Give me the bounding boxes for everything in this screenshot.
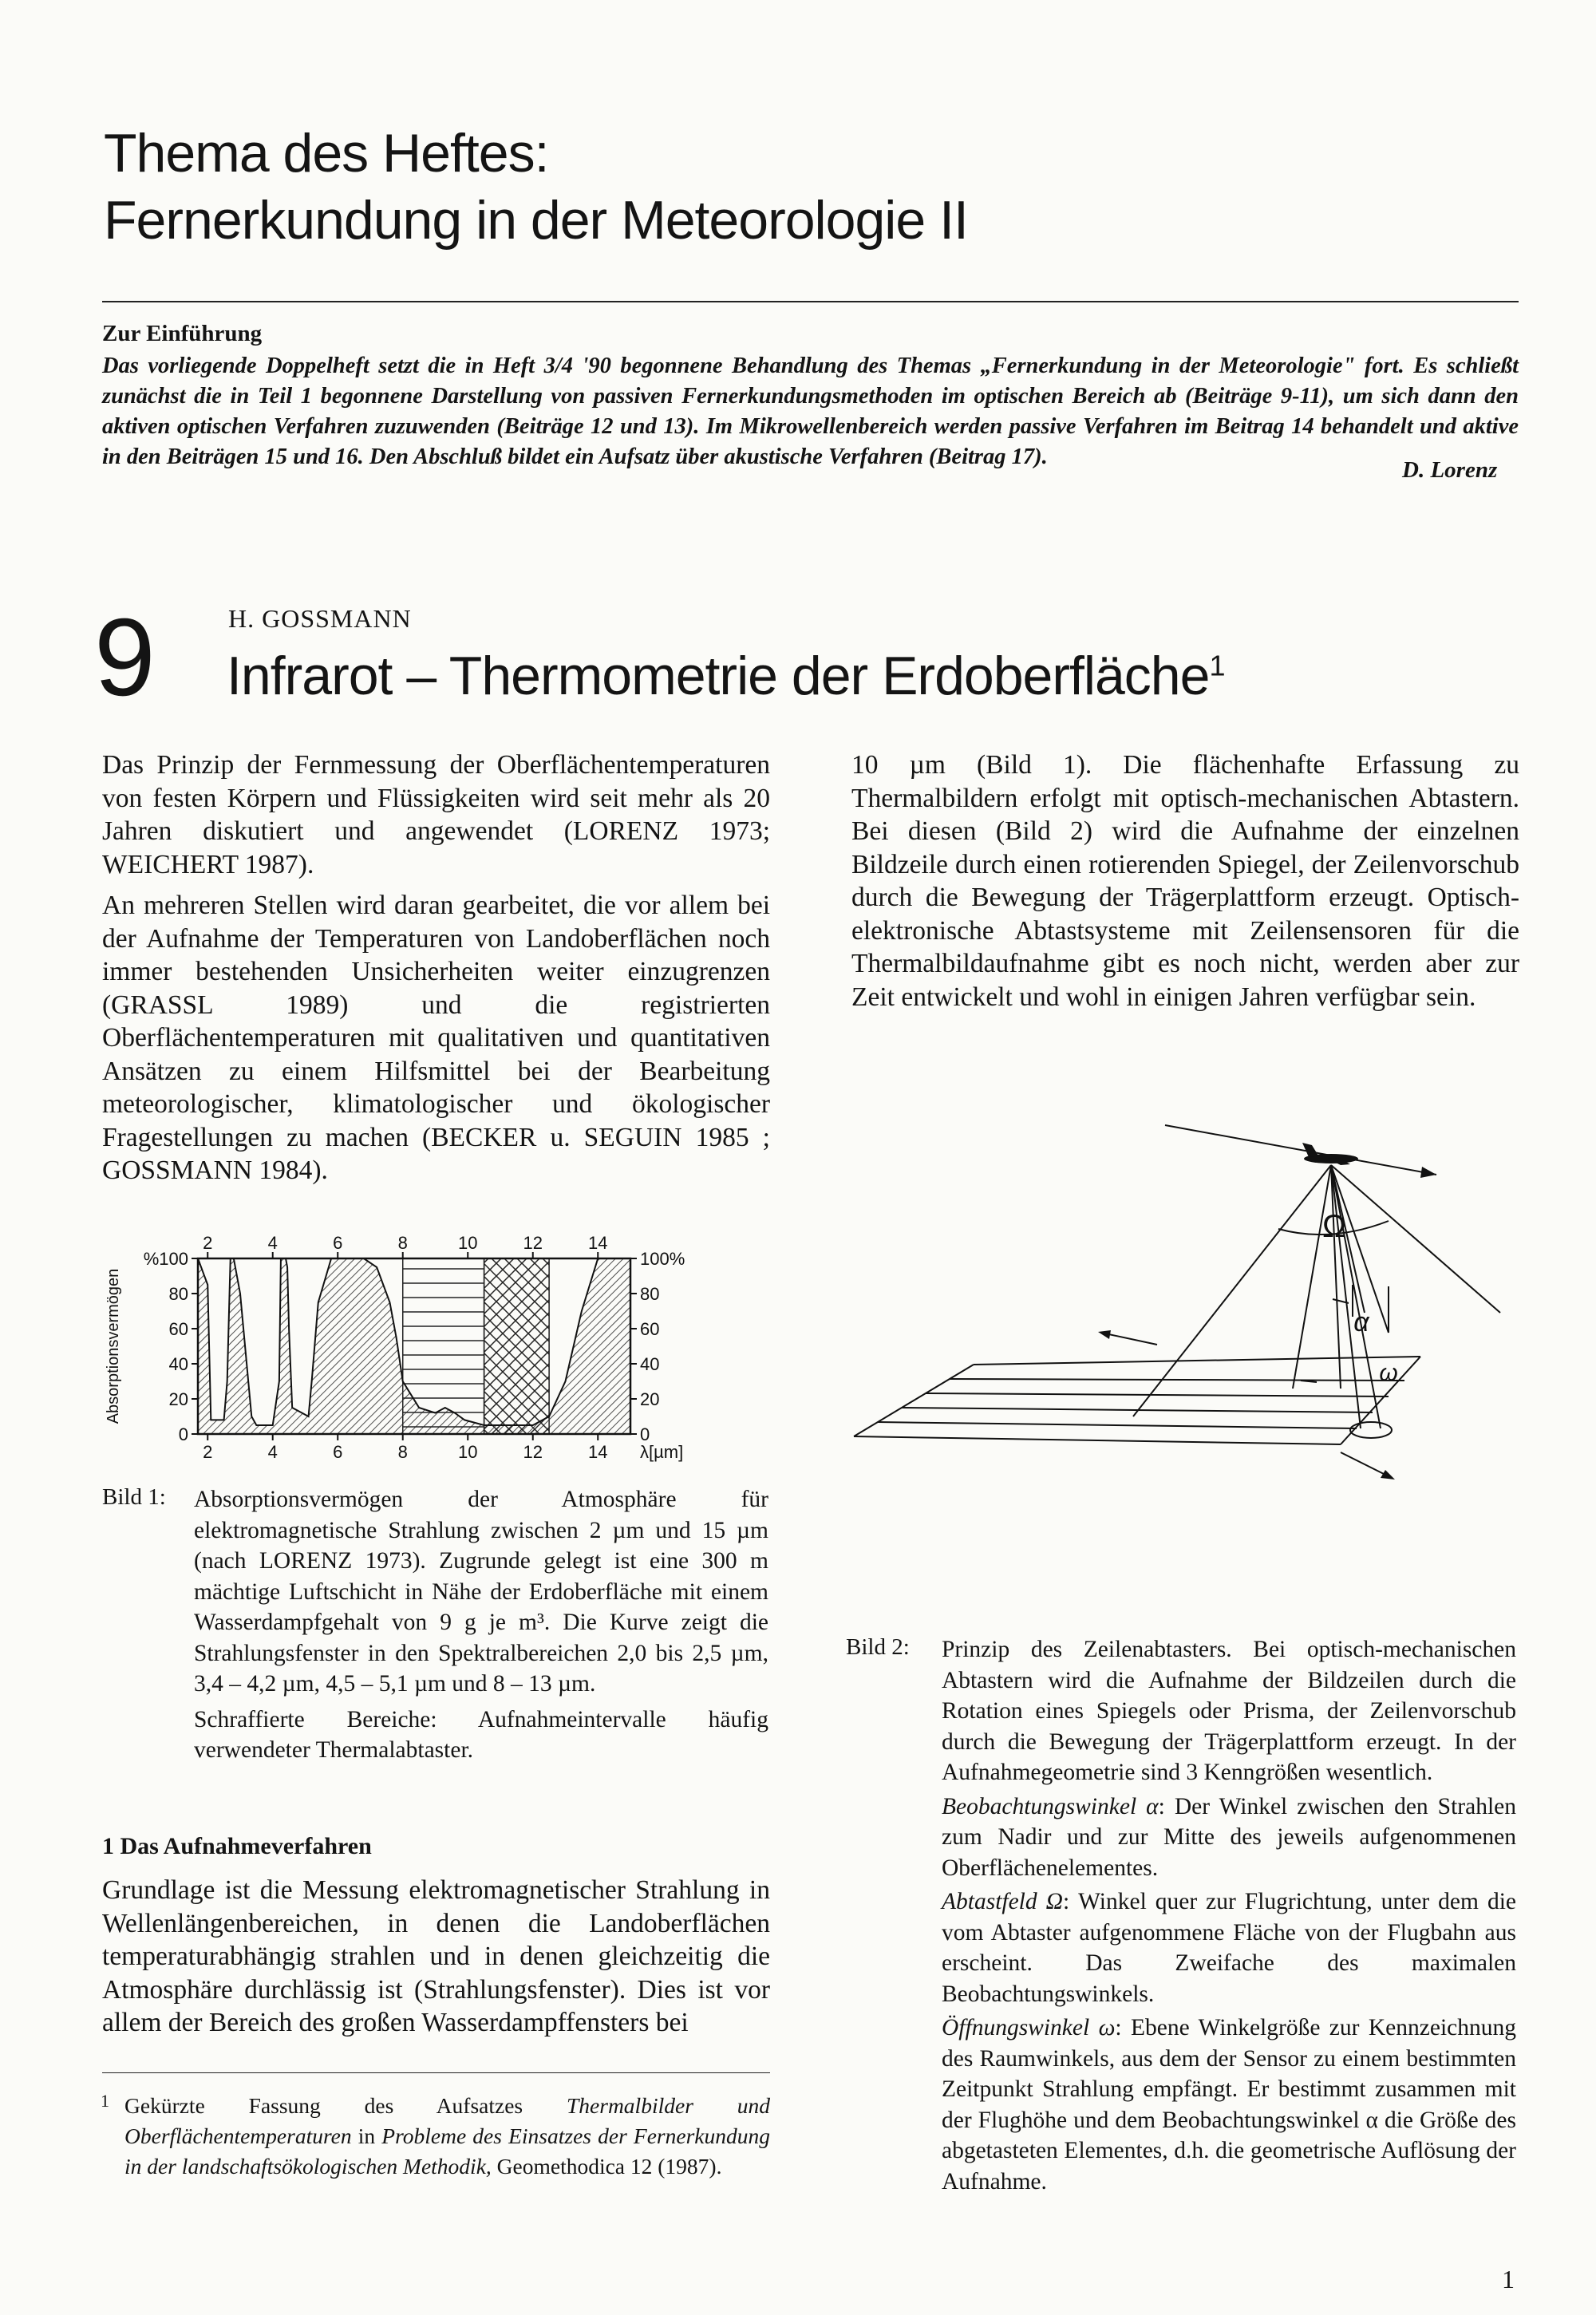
figure1-caption-text: Absorptionsvermögen der Atmosphäre für elektromagnetische Strahlung zwischen 2 µm und 15 µm (nach LORENZ 1973). Zugrunde gelegt ist eine 300 m mächtige Luftschicht in Nähe der Erdoberfläche mit einem Wasserdampfgehalt von 9 g je m³. Die Kurve zeigt die Strahlungsfenster in den Spektralbereichen 2,0 bis 2,5 µm, 3,4 – 4,2 µm, 4,5 – 5,1 µm und 8 – 13 µm. [194, 1487, 768, 1697]
footnote-divider [102, 2072, 770, 2073]
line-scanner-svg [830, 1101, 1548, 1564]
definition-term: Öffnungswinkel ω [942, 2015, 1116, 2040]
definition-text: : Der Winkel zwischen den Strahlen zum Nadir und zur Mitte des jeweils aufgenommenen Oberflächenelementes. [942, 1793, 1516, 1881]
y-tick-label-left: 20 [168, 1389, 188, 1409]
article-number: 9 [94, 596, 156, 719]
article-title-text: Infrarot – Thermometrie der Erdoberfläche [227, 646, 1210, 706]
figure2-caption-text: Prinzip des Zeilenabtasters. Bei optisch-mechanischen Abtastern wird die Aufnahme der Bildzeilen durch die Rotation eines Spiegels oder Prisma, der Zeilenvorschub durch die Bewegung der Trägerplattform erzeugt. In der Aufnahmegeometrie sind 3 Kenngrößen wesentlich. [942, 1637, 1516, 1785]
x-tick-label-bottom: 2 [203, 1442, 213, 1462]
x-tick-label-top: 4 [267, 1233, 278, 1253]
intro-text: Das vorliegende Doppelheft setzt die in Heft 3/4 '90 begonnene Behandlung des Themas „Fernerkundung in der Meteorologie" fort. Es schließt zunächst die in Teil 1 begonnene Darstellung von passiven Fernerkundungsmethoden im optischen Bereich ab (Beiträge 9-11), um sich dann den aktiven optischen Verfahren zuzuwenden (Beiträge 12 und 13). Im Mikrowellenbereich werden passive Verfahren im Beitrag 14 behandelt und aktive in den Beiträgen 15 und 16. Den Abschluß bildet ein Aufsatz über akustische Verfahren (Beitrag 17). [102, 354, 1519, 469]
figure2-definition-3 [942, 2013, 1516, 2197]
figure2-definition-1 [942, 1792, 1516, 1884]
figure2-caption [942, 1634, 1516, 2200]
x-tick-label-top: 6 [333, 1233, 343, 1253]
y-tick-label-left: %100 [143, 1249, 188, 1269]
header-divider [102, 301, 1519, 302]
body-paragraph: 10 µm (Bild 1). Die flächenhafte Erfassung zu Thermalbildern erfolgt mit optisch-mechanischen Abtastern. Bei diesen (Bild 2) wird die Aufnahme der einzelnen Bildzeile durch einen rotierenden Spiegel, der Zeilenvorschub durch die Bewegung der Trägerplattform erzeugt. Optisch-elektronische Abtastsysteme mit Zeilensensoren für die Thermalbildaufnahme gibt es noch nicht, werden aber zur Zeit entwickelt und wohl in einigen Jahren verfügbar sein. [851, 750, 1519, 1012]
body-paragraph: An mehreren Stellen wird daran gearbeitet, die vor allem bei der Aufnahme der Temperaturen von Landoberflächen noch immer bestehenden Unsicherheiten weiter einzugrenzen (GRASSL 1989) und die registrierten Oberflächentemperaturen mit qualitativen und quantitativen Ansätzen zu einem Hilfsmittel bei der Bearbeitung meteorologischer, klimatologischer und ökologischer Fragestellungen zu machen (BECKER u. SEGUIN 1985 ; GOSSMANN 1984). [102, 891, 770, 1185]
line-scanner-diagram [830, 1101, 1548, 1564]
y-tick-label-left: 80 [168, 1284, 188, 1304]
x-tick-label-top: 8 [397, 1233, 408, 1253]
definition-text: : Ebene Winkelgröße zur Kennzeichnung des Raumwinkels, aus dem der Sensor zu einem bestimmten Zeitpunkt Strahlung empfängt. Er bestimmt zusammen mit der Flughöhe und dem Beobachtungswinkel α die Größe des abgetasteten Elementes, d.h. die geometrische Auflösung der Aufnahme. [942, 2015, 1516, 2195]
absorption-chart [88, 1225, 742, 1488]
y-axis-label: Absorptionsvermögen [105, 1268, 122, 1424]
y-tick-label-right: 100% [640, 1249, 685, 1269]
x-tick-label-top: 2 [203, 1233, 213, 1253]
y-tick-label-left: 60 [168, 1319, 188, 1339]
footnote-mark: 1 [101, 2091, 109, 2111]
x-tick-label-top: 10 [457, 1233, 478, 1253]
x-axis-label: λ[µm] [640, 1442, 684, 1462]
footnote-body [124, 2091, 770, 2182]
airplane-icon [1302, 1143, 1358, 1165]
footnote [102, 2091, 770, 2182]
aperture-angle-symbol: ω [1379, 1360, 1398, 1386]
y-tick-label-left: 0 [178, 1424, 188, 1444]
footnote-italic-text: Probleme des Einsatzes der Fernerkundung in der landschaftsökologischen Methodik, [124, 2123, 770, 2179]
x-tick-label-bottom: 6 [333, 1442, 343, 1462]
flight-direction-arrow [1420, 1167, 1436, 1178]
x-tick-label-bottom: 12 [523, 1442, 543, 1462]
x-tick-label-bottom: 14 [588, 1442, 608, 1462]
figure1-caption-note: Schraffierte Bereiche: Aufnahmeintervalle häufig verwendeter Thermalabtaster. [194, 1706, 768, 1763]
body-column-right [851, 749, 1519, 1021]
x-tick-label-bottom: 10 [457, 1442, 478, 1462]
body-paragraph: Das Prinzip der Fernmessung der Oberflächentemperaturen von festen Körpern und Flüssigkeiten wird seit mehr als 20 Jahren diskutiert und angewendet (LORENZ 1973; WEICHERT 1987). [102, 750, 770, 879]
y-tick-label-right: 80 [640, 1284, 660, 1304]
shaded-interval-2 [484, 1258, 550, 1434]
figure1-label: Bild 1: [102, 1484, 166, 1510]
intro-heading: Zur Einführung [102, 321, 263, 346]
ground-plane [854, 1357, 1420, 1444]
scan-field-symbol: Ω [1322, 1209, 1346, 1244]
footnote-text: Geomethodica 12 (1987). [491, 2154, 722, 2179]
x-tick-label-bottom: 8 [397, 1442, 408, 1462]
y-tick-label-right: 0 [640, 1424, 650, 1444]
issue-theme-title [104, 120, 1301, 254]
y-tick-label-right: 40 [640, 1354, 660, 1374]
x-tick-label-top: 12 [523, 1233, 543, 1253]
figure2-label: Bild 2: [846, 1634, 910, 1660]
intro-author: D. Lorenz [1402, 457, 1498, 483]
definition-text: : Winkel quer zur Flugrichtung, unter dem die vom Abtaster aufgenommene Fläche von der Flugbahn aus erscheint. Das Zweifache des maximalen Beobachtungswinkels. [942, 1889, 1516, 2007]
y-tick-label-right: 20 [640, 1389, 660, 1409]
scan-cone [1133, 1165, 1500, 1438]
y-tick-label-right: 60 [640, 1319, 660, 1339]
issue-theme-line-2: Fernerkundung in der Meteorologie II [104, 190, 968, 251]
footnote-text: Gekürzte Fassung des Aufsatzes [124, 2093, 567, 2118]
section1-text: Grundlage ist die Messung elektromagnetischer Strahlung in Wellenlängenbereichen, in denen die Landoberflächen temperaturabhängig strahlen und in denen gleichzeitig die Atmosphäre durchlässig ist (Strahlungsfenster). Dies ist vor allem der Bereich des großen Wasserdampffensters bei [102, 1875, 770, 2037]
article-author: H. GOSSMANN [228, 604, 412, 633]
figure2-definition-2 [942, 1886, 1516, 2009]
observation-angle-symbol: α [1353, 1307, 1369, 1337]
article-title [227, 645, 1224, 707]
flight-path-line [1165, 1125, 1436, 1175]
page-number: 1 [1502, 2265, 1515, 2293]
x-tick-label-bottom: 4 [267, 1442, 278, 1462]
y-tick-label-left: 40 [168, 1354, 188, 1374]
absorption-chart-svg [88, 1225, 742, 1488]
definition-term: Abtastfeld Ω [942, 1889, 1063, 1914]
definition-term: Beobachtungswinkel α [942, 1793, 1159, 1819]
figure1-caption [194, 1484, 768, 1771]
x-tick-label-top: 14 [588, 1233, 608, 1253]
body-column-left [102, 749, 770, 1195]
issue-theme-line-1: Thema des Heftes: [104, 123, 549, 184]
article-title-footnote-mark: 1 [1209, 649, 1225, 682]
footnote-italic-text: Thermalbilder und Oberflächentemperaturen [124, 2093, 771, 2148]
section1-heading: 1 Das Aufnahmeverfahren [102, 1833, 372, 1859]
footnote-text: in [351, 2123, 382, 2148]
